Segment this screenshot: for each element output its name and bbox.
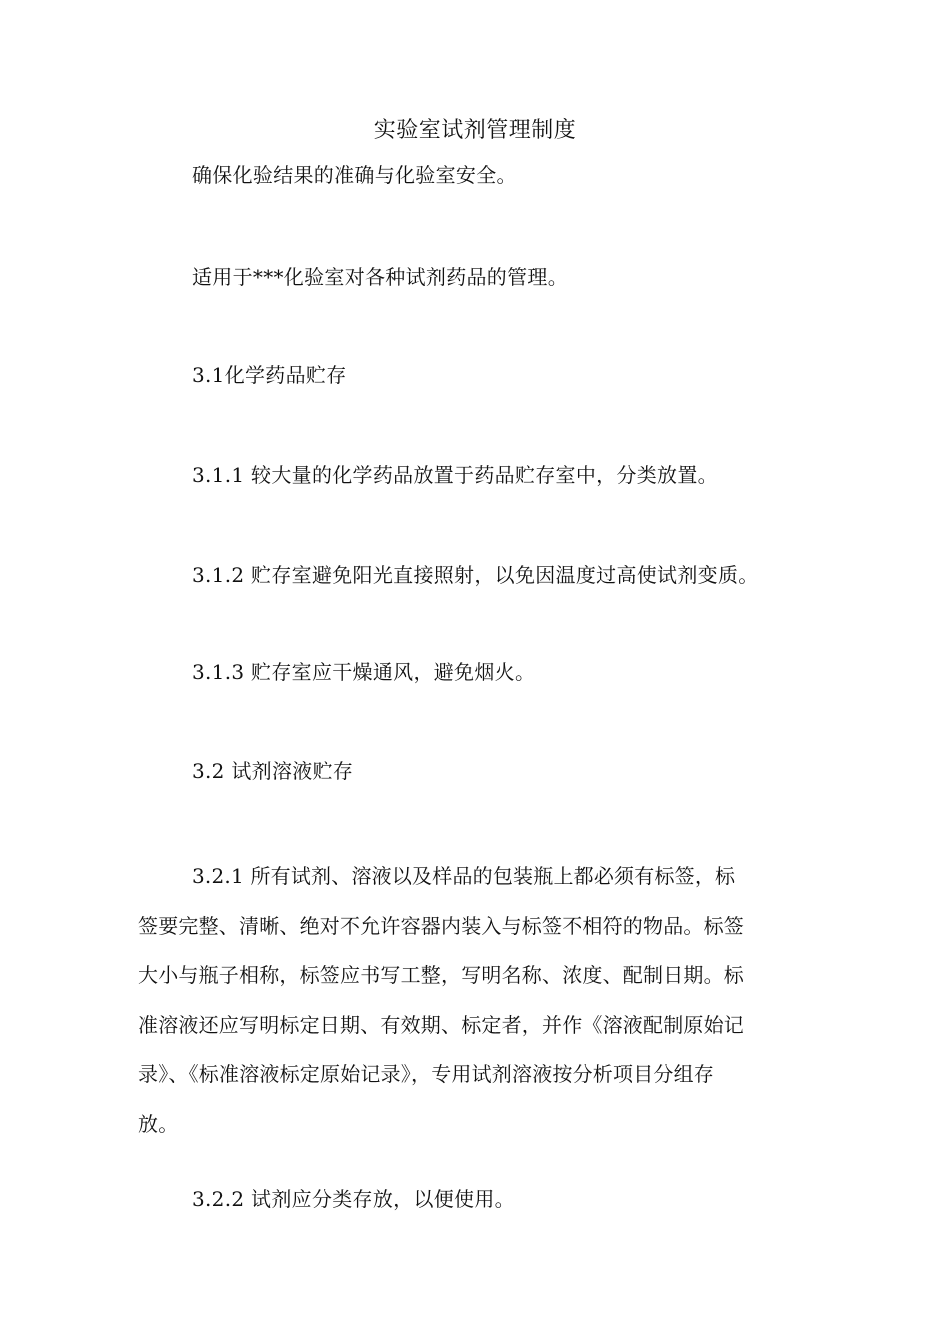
paragraph-3-2-2: 3.2.2 试剂应分类存放，以便使用。 bbox=[192, 1187, 515, 1211]
paragraph-line: 录》、《标准溶液标定原始记录》，专用试剂溶液按分析项目分组存 bbox=[138, 1062, 714, 1086]
document-title: 实验室试剂管理制度 bbox=[373, 118, 577, 143]
heading-3-1: 3.1化学药品贮存 bbox=[192, 363, 347, 387]
paragraph-3-2-1 bbox=[138, 852, 814, 1149]
paragraph-3-1-1: 3.1.1 较大量的化学药品放置于药品贮存室中，分类放置。 bbox=[192, 463, 718, 487]
paragraph-3-1-2: 3.1.2 贮存室避免阳光直接照射，以免因温度过高使试剂变质。 bbox=[192, 563, 759, 587]
heading-3-2: 3.2 试剂溶液贮存 bbox=[192, 759, 354, 783]
paragraph-purpose: 确保化验结果的准确与化验室安全。 bbox=[192, 163, 517, 187]
paragraph-line: 放。 bbox=[138, 1111, 179, 1136]
paragraph-line: 准溶液还应写明标定日期、有效期、标定者，并作《溶液配制原始记 bbox=[138, 1012, 744, 1037]
paragraph-line: 签要完整、清晰、绝对不允许容器内装入与标签不相符的物品。标签 bbox=[138, 913, 744, 938]
paragraph-line: 大小与瓶子相称，标签应书写工整，写明名称、浓度、配制日期。标 bbox=[138, 963, 744, 987]
paragraph-line: 3.2.1 所有试剂、溶液以及样品的包装瓶上都必须有标签，标 bbox=[192, 864, 736, 888]
paragraph-scope: 适用于***化验室对各种试剂药品的管理。 bbox=[192, 265, 568, 289]
paragraph-3-1-3: 3.1.3 贮存室应干燥通风，避免烟火。 bbox=[192, 660, 536, 684]
